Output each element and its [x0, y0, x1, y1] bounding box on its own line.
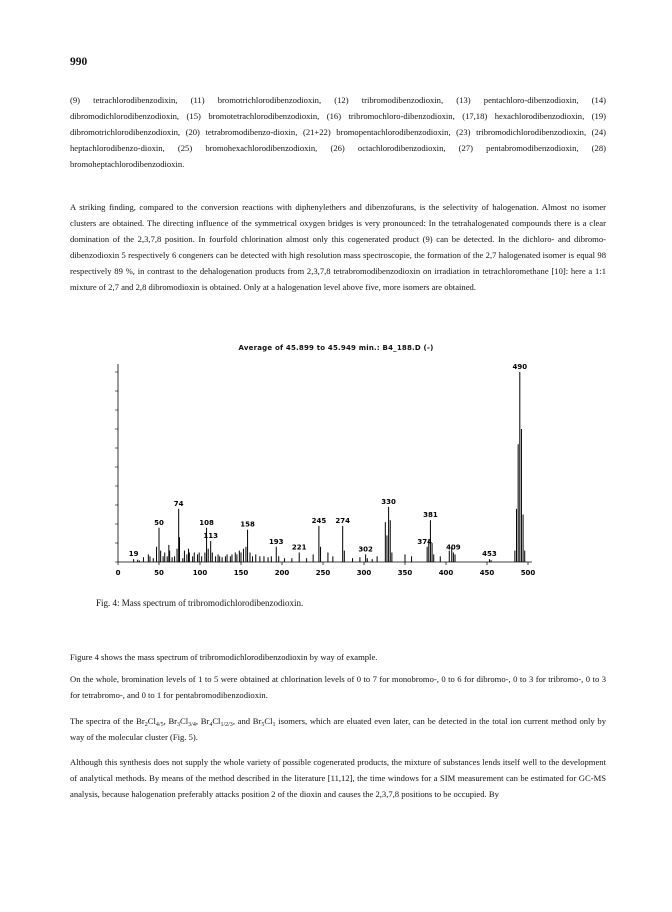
peak-label: 302 [358, 545, 373, 554]
peak-label: 409 [446, 543, 461, 552]
x-tick-label: 100 [192, 569, 208, 577]
peak-label: 221 [291, 543, 307, 552]
peak-label: 113 [203, 532, 218, 541]
peak-label: 158 [240, 520, 255, 529]
chart-axes [115, 364, 532, 562]
chart-peak-labels [129, 363, 528, 558]
peak-label: 381 [423, 511, 438, 520]
x-tick-label: 150 [233, 569, 249, 577]
paragraph-bromination-levels: On the whole, bromination levels of 1 to 5 were obtained at chlorination levels of 0 to 7 for monobromo-, 0 to 6 for dibromo-, 0 to 3 for tribromo-, 0 to 3 for tetrabromo-, and 0 to 1 for pentabromodibenzodioxin. [70, 674, 606, 700]
x-tick-label: 50 [154, 569, 164, 577]
peak-label: 193 [268, 537, 284, 546]
peak-label: 74 [173, 499, 184, 508]
x-tick-label: 250 [315, 569, 331, 577]
x-tick-label: 450 [479, 569, 495, 577]
peak-label: 108 [199, 518, 214, 527]
chart-x-ticks [116, 562, 536, 577]
paragraph-compound-list: (9) tetrachlorodibenzodixin, (11) bromotrichlorodibenzodioxin, (12) tribromodibenzodioxin, (13) pentachloro-dibenzodioxin, (14) dibromodichlorodibenzodioxin, (15) bromotetrachlorodibenzodioxin, (16) tribromochloro-dibenzodioxin, (17,18) hexachlorodibenzodioxin, (19) dibromotrichlorodibenzodioxin, (20) tetrabromodibenzo-dioxin, (21+22) bromopentachlorodibenzodioxin, (23) tribromodichlorodibenzodioxin, (24) heptachlorodibenzo-dioxin, (25) bromohexachlorodibenzodioxin, (26) octachlorodibenzodioxin, (27) pentabromodibenzodioxin, (28) bromoheptachlorodibenzodioxin. [70, 95, 606, 169]
paragraph-selectivity: A striking finding, compared to the conversion reactions with diphenylethers and dibenzofurans, is the selectivity of halogenation. Almost no isomer clusters are obtained. The directing influence of the symmetrical oxygen bridges is very pronounced: In the tetrahalogenated compounds there is a clear domination of the 2,3,7,8 position. In fourfold chlorination almost only this cogenerated product (9) can be detected. In the dichloro- and dibromo-dibenzodioxin 5 respectively 6 congeners can be detected with high resolution mass spectroscopie, the formation of the 2,7 halogenated isomer is equal 98 respectively 89 %, in contrast to the dehalogenation products from 2,3,7,8 tetrabromodibenzodioxin on irradiation in tetrachloromethane [10]: here a 1:1 mixture of 2,7 and 2,8 dibromodioxin is obtained. Only at a halogenation level above five, more isomers are obtained. [70, 202, 606, 292]
x-tick-label: 300 [356, 569, 372, 577]
x-tick-label: 0 [115, 569, 121, 577]
x-tick-label: 200 [274, 569, 290, 577]
x-tick-label: 400 [438, 569, 454, 577]
peak-label: 50 [154, 518, 164, 527]
chart-title: Average of 45.899 to 45.949 min.: B4_188.D (-) [238, 344, 434, 352]
x-tick-label: 500 [520, 569, 536, 577]
peak-label: 274 [335, 516, 350, 525]
peak-label: 330 [381, 497, 396, 506]
figure-caption: Fig. 4: Mass spectrum of tribromodichlorodibenzodioxin. [96, 598, 304, 608]
chart-peaks [134, 372, 525, 562]
peak-label: 245 [311, 516, 327, 525]
peak-label: 374 [417, 537, 432, 546]
x-tick-label: 350 [397, 569, 413, 577]
page-number: 990 [70, 56, 88, 68]
paragraph-analytical-methods: Although this synthesis does not supply the whole variety of possible cogenerated products, the mixture of substances lends itself well to the development of analytical methods. By means of the method described in the literature [11,12], the time windows for a SIM measurement can be estimated for GC-MS analysis, because halogenation preferably attacks position 2 of the dioxin and causes the 2,3,7,8 positions to be occupied. By [70, 757, 606, 799]
peak-label: 19 [128, 550, 139, 559]
peak-label: 453 [482, 550, 497, 559]
paragraph-figure-ref: Figure 4 shows the mass spectrum of tribromodichlorodibenzodioxin by way of example. [70, 652, 378, 662]
paragraph-isomer-spectra: The spectra of the $Br_2Cl_{4/5}$, $Br_3Cl_{3/4}$, $Br_4Cl_{1/2/3}$, and $Br_5Cl_1$ isomers, which are eluated even later, can be detected in the total ion current method only by way of the molecular cluster (Fig. 5). [70, 716, 607, 742]
peak-label: 490 [512, 363, 528, 371]
